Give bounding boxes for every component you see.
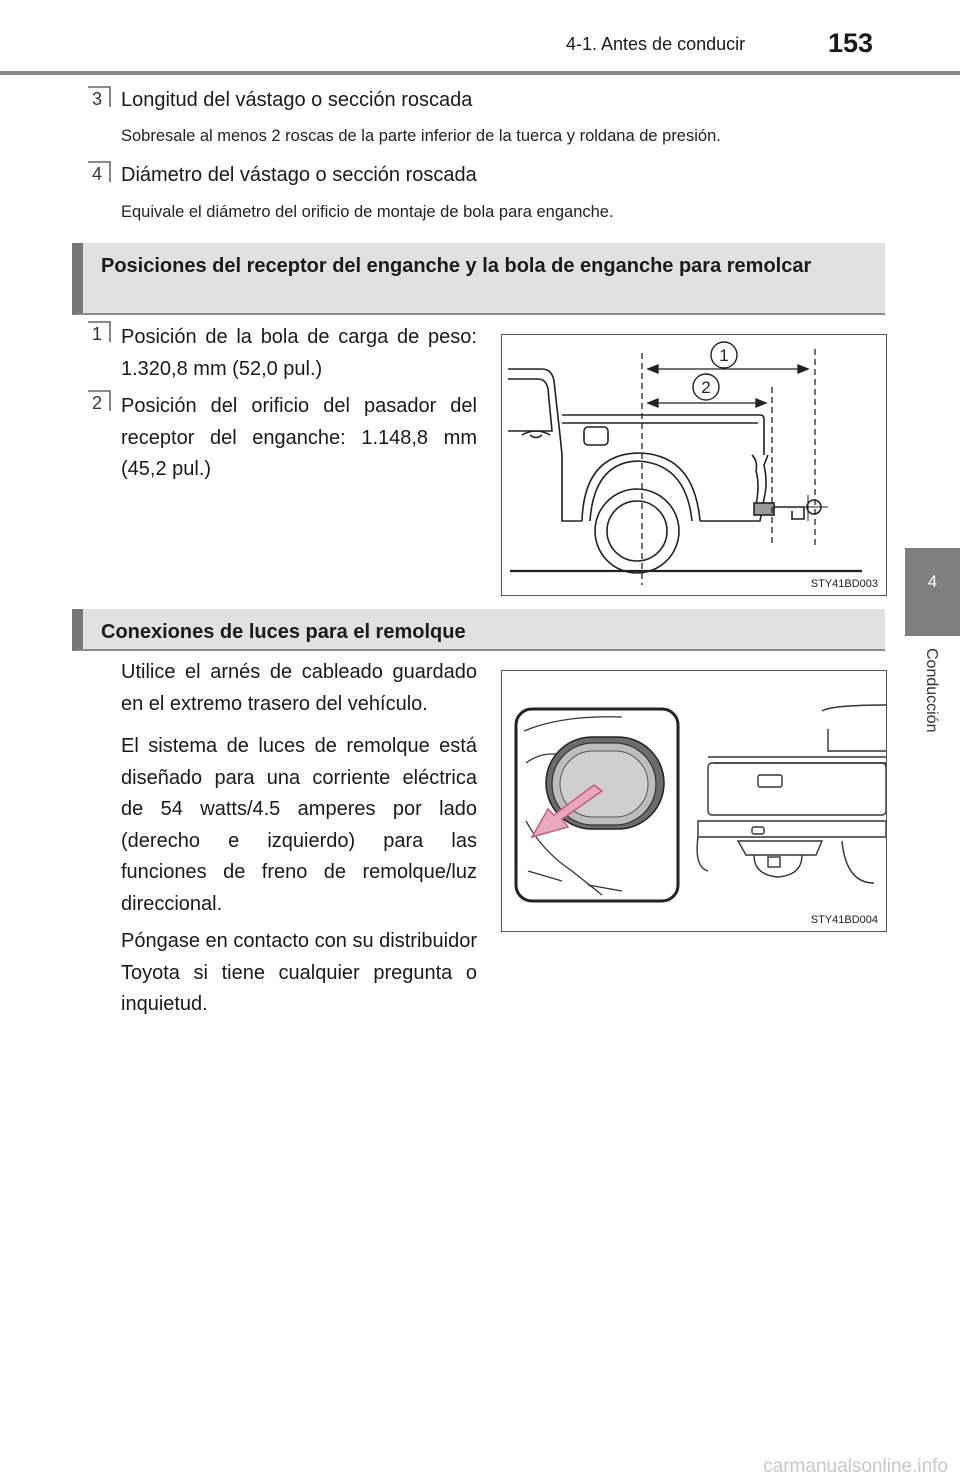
- pin-hole-position-text: Posición del orificio del pasador del receptor del enganche: 1.148,8 mm (45,2 pul.): [121, 395, 477, 480]
- callout-1: 1: [719, 346, 729, 365]
- figure-hitch-positions: [501, 334, 887, 596]
- paragraph-harness: Utilice el arnés de cableado guardado en el extremo trasero del vehículo.: [121, 661, 477, 715]
- callout-2: 2: [701, 378, 711, 397]
- item-description: Sobresale al menos 2 roscas de la parte inferior de la tuerca y roldana de presión.: [121, 127, 721, 145]
- item-number-text: 4: [91, 164, 103, 184]
- item-description: Equivale el diámetro del orificio de montaje de bola para enganche.: [121, 203, 614, 221]
- item-number-text: 1: [91, 324, 103, 344]
- chapter-tab-number: 4: [927, 572, 938, 591]
- item-title: Diámetro del vástago o sección roscada: [121, 164, 477, 186]
- item-number-text: 2: [91, 393, 103, 413]
- item-number-badge: [86, 160, 112, 188]
- figure-code: STY41BD004: [810, 914, 878, 926]
- paragraph-contact-dealer: Póngase en contacto con su distribuidor Toyota si tiene cualquier pregunta o inquietud.: [121, 930, 477, 1015]
- paragraph-light-system: El sistema de luces de remolque está diseñado para una corriente eléctrica de 54 watts/4.5 amperes por lado (derecho e izquierdo) para las funciones de freno de remolque/luz direccional.: [121, 735, 477, 915]
- truck-side-illustration: [502, 335, 886, 595]
- item-number-badge: [86, 320, 112, 348]
- chapter-tab-label: Conducción: [923, 648, 940, 733]
- header-rule: [0, 71, 960, 75]
- connector-illustration: [502, 671, 886, 931]
- chapter-tab: [905, 548, 960, 636]
- item-number-badge: [86, 85, 112, 113]
- ball-position-text: Posición de la bola de carga de peso: 1.320,8 mm (52,0 pul.): [121, 326, 477, 380]
- item-title: Longitud del vástago o sección roscada: [121, 89, 473, 111]
- item-number-badge: [86, 389, 112, 417]
- watermark: carmanualsonline.info: [763, 1456, 948, 1477]
- header-section: 4-1. Antes de conducir: [566, 34, 746, 54]
- figure-code: STY41BD003: [810, 578, 878, 590]
- section-heading-trailer-lights: Conexiones de luces para el remolque: [72, 609, 885, 651]
- section-heading-hitch-positions: Posiciones del receptor del enganche y la bola de enganche para remolcar: [72, 243, 885, 315]
- figure-trailer-connector: [501, 670, 887, 932]
- page-number: 153: [828, 28, 874, 58]
- item-number-text: 3: [91, 89, 103, 109]
